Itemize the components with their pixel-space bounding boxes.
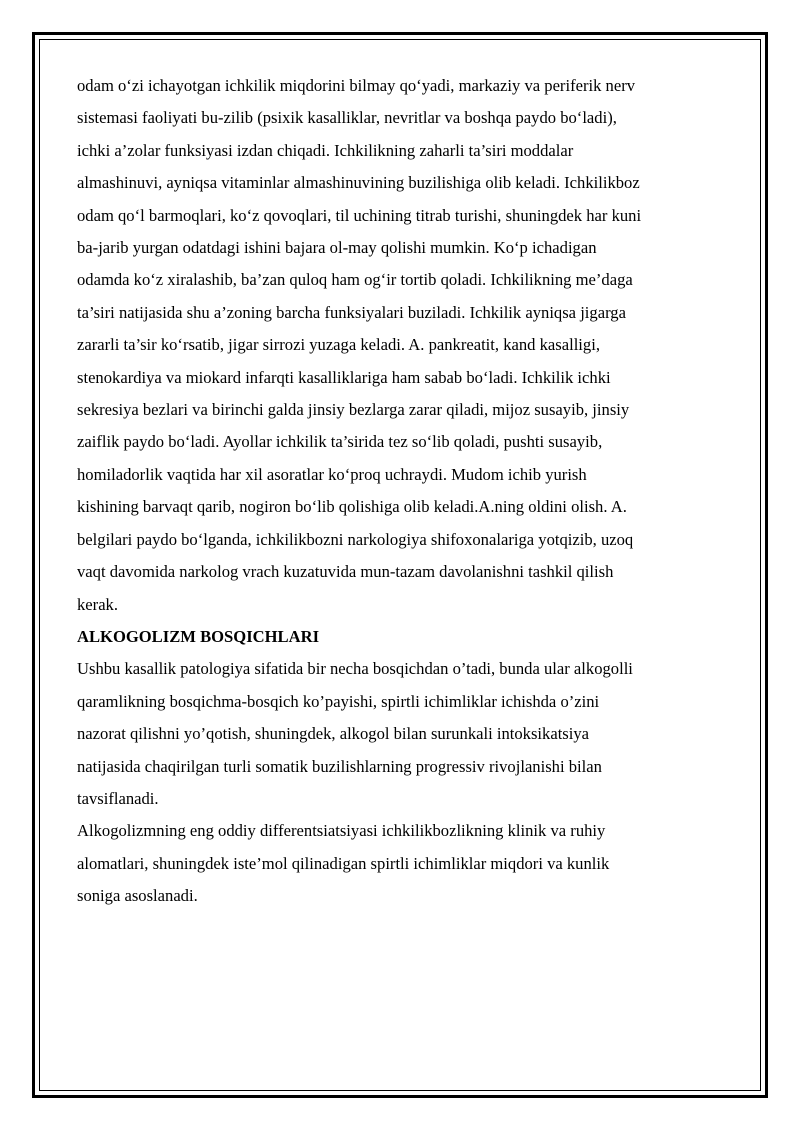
text-line: odamda ko‘z xiralashib, ba’zan quloq ham og‘ir tortib qoladi. Ichkilikning me’daga (77, 270, 633, 290)
paragraph-1 (77, 70, 727, 621)
text-line: odam o‘zi ichayotgan ichkilik miqdorini bilmay qo‘yadi, markaziy va periferik nerv (77, 76, 636, 95)
text-line: odam qo‘l barmoqlari, ko‘z qovoqlari, til uchining titrab turishi, shuningdek har kuni (77, 205, 642, 225)
text-line: alomatlari, shuningdek iste’mol qilinadigan spirtli ichimliklar miqdori va kunlik (77, 853, 610, 873)
text-line: ichki a’zolar funksiyasi izdan chiqadi. Ichkilikning zaharli ta’siri moddalar (77, 140, 574, 160)
text-line: sekresiya bezlari va birinchi galda jinsiy bezlarga zarar qiladi, mijoz susayib, jinsiy (77, 400, 630, 420)
text-line: zararli ta’sir ko‘rsatib, jigar sirrozi yuzaga keladi. A. pankreatit, kand kasalligi, (77, 335, 600, 355)
text-line: kishining barvaqt qarib, nogiron bo‘lib qolishiga olib keladi.A.ning oldini olish. A. (77, 497, 627, 517)
document-body (77, 70, 727, 913)
text-line: soniga asoslanadi. (77, 886, 198, 906)
text-line: belgilari paydo bo‘lganda, ichkilikbozni narkologiya shifoxonalariga yotqizib, uzoq (77, 529, 634, 549)
text-line: ba-jarib yurgan odatdagi ishini bajara ol-may qolishi mumkin. Ko‘p ichadigan (77, 238, 597, 258)
text-line: stenokardiya va miokard infarqti kasalliklariga ham sabab bo‘ladi. Ichkilik ichki (77, 367, 611, 387)
paragraph-2 (77, 653, 727, 815)
text-line: natijasida chaqirilgan turli somatik buzilishlarning progressiv rivojlanishi bilan (77, 756, 602, 776)
text-line: homiladorlik vaqtida har xil asoratlar ko‘proq uchraydi. Mudom ichib yurish (77, 464, 587, 484)
section-heading: ALKOGOLIZM BOSQICHLARI (77, 626, 320, 646)
text-line: ta’siri natijasida shu a’zoning barcha funksiyalari buziladi. Ichkilik ayniqsa jigarga (77, 302, 626, 322)
text-line: nazorat qilishni yo’qotish, shuningdek, alkogol bilan surunkali intoksikatsiya (77, 724, 590, 744)
text-line: Ushbu kasallik patologiya sifatida bir necha bosqichdan o’tadi, bunda ular alkogolli (77, 659, 633, 679)
text-line: tavsiflanadi. (77, 788, 159, 808)
text-line: sistemasi faoliyati bu-zilib (psixik kasalliklar, nevritlar va boshqa paydo bo‘ladi), (77, 108, 617, 128)
text-line: Alkogolizmning eng oddiy differentsiatsiyasi ichkilikbozlikning klinik va ruhiy (77, 821, 606, 841)
text-line: almashinuvi, ayniqsa vitaminlar almashinuvining buzilishiga olib keladi. Ichkilikboz (77, 173, 640, 193)
paragraph-3 (77, 815, 727, 912)
text-line: vaqt davomida narkolog vrach kuzatuvida mun-tazam davolanishni tashkil qilish (77, 562, 614, 582)
text-line: kerak. (77, 594, 118, 614)
text-line: zaiflik paydo bo‘ladi. Ayollar ichkilik ta’sirida tez so‘lib qoladi, pushti susayib, (77, 432, 603, 452)
text-line: qaramlikning bosqichma-bosqich ko’payishi, spirtli ichimliklar ichishda o’zini (77, 691, 600, 711)
